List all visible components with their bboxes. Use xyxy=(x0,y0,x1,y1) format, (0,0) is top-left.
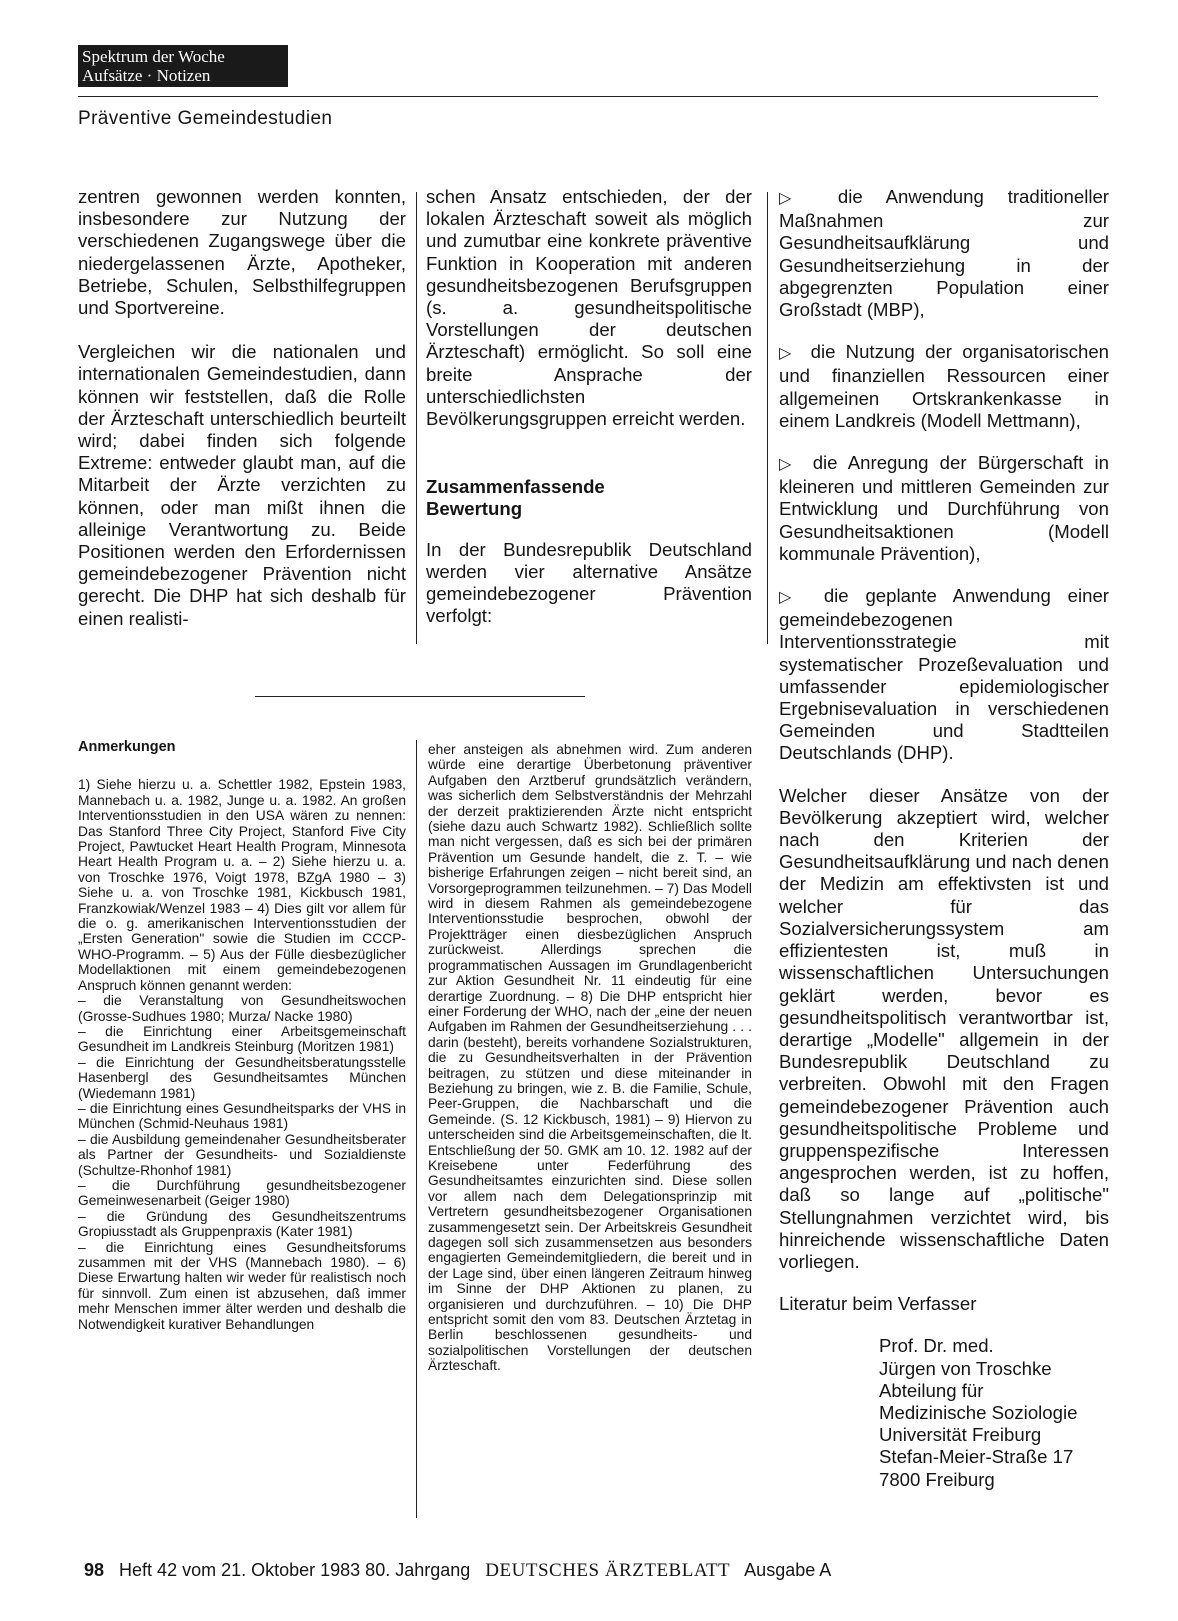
note-text: – die Veranstaltung von Gesundheitswochen (Grosse-Sudhues 1980; Murza/ Nacke 1980) xyxy=(78,993,406,1024)
address-line: Stefan-Meier-Straße 17 xyxy=(879,1446,1074,1468)
subheading-line1: Zusammenfassende xyxy=(426,476,605,498)
note-text: – die Einrichtung eines Gesundheitsforums zusammen mit der VHS (Mannebach 1980). – 6) Diese Erwartung halten wir weder für realistisch noch für sinnvoll. Zum einen ist abzusehen, daß immer mehr Menschen immer älter werden und deshalb die Notwendigkeit kurativer Behandlungen xyxy=(78,1239,406,1332)
conclusion-paragraph: Welcher dieser Ansätze von der Bevölkerung akzeptiert wird, welcher nach den Kriterien der Gesundheitsaufklärung und nach denen der Medizin am effektivsten ist und welcher für das Sozialversicherungssystem am effizientesten ist, muß in wissenschaftlichen Untersuchungen geklärt werden, bevor es gesundheitspolitisch verantwortbar ist, derartige „Modelle" allgemein in der Bundesrepublik Deutschland zu verbreiten. Obwohl mit den Fragen gemeindebezogener Prävention auch gesundheitspolitische Probleme und gruppenspezifische Interessen angesprochen werden, ist zu hoffen, daß so lange auf „politische" Stellungnahmen verzichtet wird, bis hinreichende wissenschaftliche Daten vorliegen. xyxy=(779,784,1109,1272)
note-text: – die Gründung des Gesundheitszentrums Gropiusstadt als Gruppenpraxis (Kater 1981) xyxy=(78,1208,406,1240)
author-address xyxy=(879,1335,1109,1490)
bullet-text: die Nutzung der organisatorischen und finanziellen Ressourcen einer allgemeinen Ortskrankenkasse in einem Landkreis (Modell Mettmann), xyxy=(779,341,1109,431)
note-text: – die Einrichtung der Gesundheitsberatungsstelle Hasenbergl des Gesundheitsamtes München (Wiedemann 1981) xyxy=(78,1054,406,1101)
note-text: 1) Siehe hierzu u. a. Schettler 1982, Epstein 1983, Mannebach u. a. 1982, Junge u. a. 1982. An großen Interventionsstudien in den USA wären zu nennen: Das Stanford Three City Project, Stanford Five City Project, Pawtucket Heart Health Program, Minnesota Heart Health Program u. a. – 2) Siehe hierzu u. a. von Troschke 1976, Voigt 1978, BZgA 1980 – 3) Siehe u. a. von Troschke 1981, Kickbusch 1981, Franzkowiak/Wenzel 1983 – 4) Dies gilt vor allem für die o. g. amerikanischen Interventionsstudien der „Ersten Generation" sowie die Studien im CCCP-WHO-Programm. – 5) Aus der Fülle diesbezüglicher Modellaktionen mit einem gemeindebezogenen Anspruch können genannt werden: xyxy=(78,777,406,993)
notes-column-2 xyxy=(428,742,752,1374)
section-label-line2: Aufsätze · Notizen xyxy=(82,66,211,85)
paragraph: In der Bundesrepublik Deutschland werden vier alternative Ansätze gemeindebezogener Prävention verfolgt: xyxy=(426,538,752,627)
paragraph: Vergleichen wir die nationalen und internationalen Gemeindestudien, dann können wir feststellen, daß die Rolle der Ärzteschaft unterschiedlich beurteilt wird; dabei finden sich folgende Extreme: entweder glaubt man, auf die Mitarbeit der Ärzte verzichten zu können, oder man mißt ihnen die alleinige Verantwortung zu. Beide Positionen werden den Erfordernissen gemeindebezogener Prävention nicht gerecht. Die DHP hat sich deshalb für einen realisti- xyxy=(78,341,406,629)
notes-title: Anmerkungen xyxy=(78,739,176,755)
column-divider xyxy=(416,192,417,644)
note-text: – die Durchführung gesundheitsbezogener Gemeinwesenarbeit (Geiger 1980) xyxy=(78,1177,406,1209)
note-text: – die Einrichtung eines Gesundheitsparks der VHS in München (Schmid-Neuhaus 1981) xyxy=(78,1100,406,1132)
subheading-line2: Bewertung xyxy=(426,498,523,520)
bullet-item xyxy=(779,186,1109,321)
address-line: 7800 Freiburg xyxy=(879,1468,995,1490)
section-label xyxy=(78,45,288,87)
header-rule xyxy=(78,96,1098,97)
address-line: Abteilung für xyxy=(879,1379,984,1401)
triangle-bullet-icon: ▷ xyxy=(779,345,797,363)
bullet-item xyxy=(779,341,1109,432)
notes-separator-rule xyxy=(255,696,585,697)
column-divider xyxy=(767,192,768,644)
paragraph: schen Ansatz entschieden, der der lokalen Ärzteschaft soweit als möglich und zumutbar eine konkrete präventive Funktion in Kooperation mit anderen gesundheitsbezogenen Berufsgruppen (s. a. gesundheitspolitische Vorstellungen der deutschen Ärzteschaft) ermöglicht. So soll eine breite Ansprache der unterschiedlichsten Bevölkerungsgruppen erreicht werden. xyxy=(426,186,752,430)
body-column-1 xyxy=(78,186,406,630)
bullet-text: die Anregung der Bürgerschaft in kleineren und mittleren Gemeinden zur Entwicklung und Durchführung von Gesundheitsaktionen (Modell kommunale Prävention), xyxy=(779,452,1109,564)
literature-note: Literatur beim Verfasser xyxy=(779,1293,977,1315)
bullet-item xyxy=(779,452,1109,565)
body-column-3 xyxy=(779,186,1109,1491)
body-column-2 xyxy=(426,186,752,627)
bullet-text: die geplante Anwendung einer gemeindebezogenen Interventionsstrategie mit systematischer Prozeßevaluation und umfassender epidemiologischer Ergebnisevaluation in verschiedenen Gemeinden und Stadtteilen Deutschlands (DHP). xyxy=(779,585,1109,764)
notes-column-divider xyxy=(416,740,417,1518)
note-text: – die Einrichtung einer Arbeitsgemeinschaft Gesundheit im Landkreis Steinburg (Moritzen 1981) xyxy=(78,1023,406,1055)
journal-name: DEUTSCHES ÄRZTEBLATT xyxy=(485,1560,731,1581)
page-footer xyxy=(84,1560,831,1582)
bullet-item xyxy=(779,585,1109,765)
notes-column-1 xyxy=(78,740,406,1332)
triangle-bullet-icon: ▷ xyxy=(779,589,803,607)
note-text: eher ansteigen als abnehmen wird. Zum anderen würde eine derartige Überbetonung präventiver Aufgaben den Arztberuf grundsätzlich verändern, was sicherlich dem Selbstverständnis der Mehrzahl der derzeit praktizierenden Ärzte nicht entspricht (siehe dazu auch Schwartz 1982). Schließlich sollte man nicht vergessen, daß es sich bei der primären Prävention um Gesunde handelt, die z. T. – wie bisherige Erfahrungen zeigen – nicht bereit sind, an Vorsorgeprogrammen teilzunehmen. – 7) Das Modell wird in diesem Rahmen als gemeindebezogene Interventionsstudie besprochen, obwohl der Projektträger einen diesbezüglichen Anspruch zurückweist. Allerdings sprechen die programmatischen Aussagen im Grundlagenbericht zur Aktion Gesundheit Nr. 11 eindeutig für eine derartige Zuordnung. – 8) Die DHP entspricht hier einer Forderung der WHO, nach der „eine der neuen Aufgaben im Rahmen der Gesundheitserziehung . . . darin (besteht), bereits vorhandene Sozialstrukturen, die zu Gesundheitsverhalten in der Prävention beitragen, zu stützen und diese miteinander in Beziehung zu bringen, wie z. B. die Familie, Schule, Peer-Gruppen, die Nachbarschaft und die Gemeinde. (S. 12 Kickbusch, 1981) – 9) Hiervon zu unterscheiden sind die Arbeitsgemeinschaften, die lt. Entschließung der 50. GMK am 10. 12. 1982 auf der Kreisebene unter Federführung des Gesundheitsamtes einzurichten sind. Diese sollen vor allem nach dem Delegationsprinzip mit Vertretern gesundheitsbezogener Organisationen zusammengesetzt sein. Der Arbeitskreis Gesundheit dagegen soll sich zusammensetzen aus besonders engagierten Gemeindemitgliedern, die bereit und in der Lage sind, über einen längeren Zeitraum hinweg im Sinne der DHP Aktionen zu planen, zu organisieren und durchzuführen. – 10) Die DHP entspricht somit den vom 83. Deutschen Ärztetag in Berlin beschlossenen gesundheits- und sozialpolitischen Vorstellungen der deutschen Ärzteschaft. xyxy=(428,742,752,1374)
bullet-text: die Anwendung traditioneller Maßnahmen zur Gesundheitsaufklärung und Gesundheitserziehung in der abgegrenzten Population einer Großstadt (MBP), xyxy=(779,186,1109,321)
address-line: Medizinische Soziologie xyxy=(879,1401,1078,1423)
address-line: Prof. Dr. med. xyxy=(879,1335,994,1357)
issue-info: Heft 42 vom 21. Oktober 1983 80. Jahrgang xyxy=(119,1560,471,1580)
edition: Ausgabe A xyxy=(744,1560,832,1580)
address-line: Universität Freiburg xyxy=(879,1424,1042,1446)
article-title: Präventive Gemeindestudien xyxy=(78,108,333,129)
note-text: – die Ausbildung gemeindenaher Gesundheitsberater als Partner der Gesundheits- und Sozialdienste (Schultze-Rhonhof 1981) xyxy=(78,1131,406,1178)
section-label-line1: Spektrum der Woche xyxy=(82,47,225,66)
subheading xyxy=(426,476,752,520)
paragraph: zentren gewonnen werden konnten, insbesondere zur Nutzung der verschiedenen Zugangswege über die niedergelassenen Ärzte, Apotheker, Betriebe, Schulen, Selbsthilfegruppen und Sportvereine. xyxy=(78,186,406,319)
triangle-bullet-icon: ▷ xyxy=(779,190,811,207)
triangle-bullet-icon: ▷ xyxy=(779,456,798,474)
address-line: Jürgen von Troschke xyxy=(879,1357,1052,1379)
page-number: 98 xyxy=(84,1560,105,1580)
